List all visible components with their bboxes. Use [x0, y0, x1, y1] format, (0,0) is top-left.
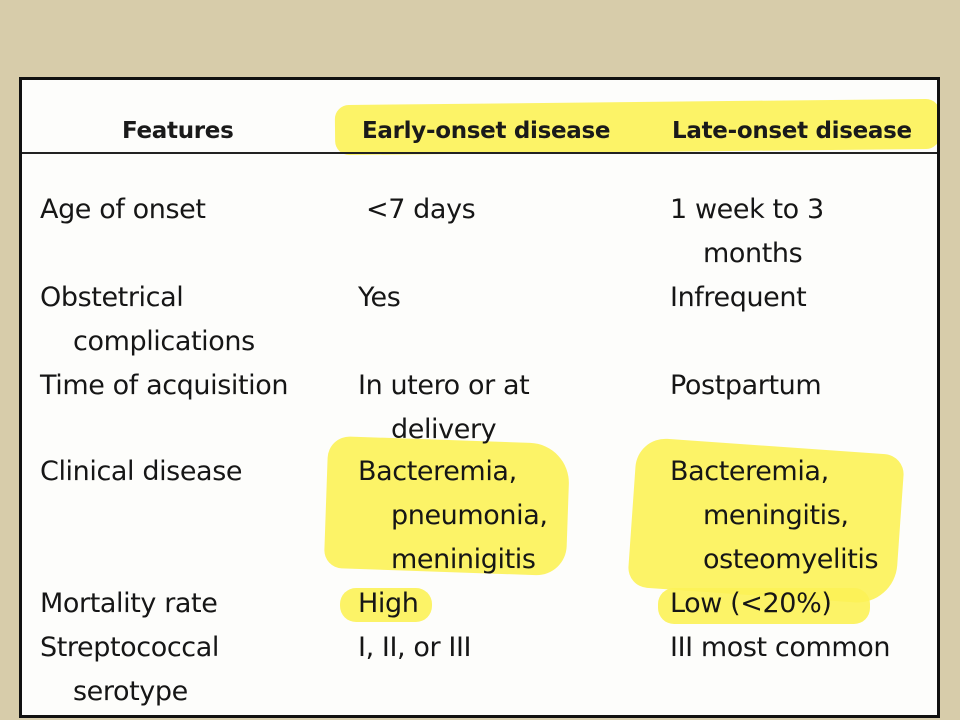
row-age-late: 1 week to 3 months — [670, 194, 824, 269]
row-age-feature: Age of onset — [40, 194, 206, 225]
row-mortality-late: Low (<20%) — [670, 588, 832, 619]
row-serotype-feature: Streptococcal serotype — [40, 632, 219, 707]
header-divider — [22, 152, 937, 154]
row-mortality-feature: Mortality rate — [40, 588, 218, 619]
row-obstetrical-late: Infrequent — [670, 282, 807, 313]
row-obstetrical-early: Yes — [358, 282, 401, 313]
row-mortality-early: High — [358, 588, 419, 619]
scanned-table — [19, 77, 940, 718]
row-obstetrical-feature: Obstetrical complications — [40, 282, 255, 357]
row-serotype-early: I, II, or III — [358, 632, 472, 663]
header-early-onset: Early-onset disease — [362, 118, 611, 144]
row-clinical-late: Bacteremia, meningitis, osteomyelitis — [670, 456, 879, 575]
header-late-onset: Late-onset disease — [672, 118, 912, 144]
row-acquisition-early: In utero or at delivery — [358, 370, 530, 445]
row-clinical-early: Bacteremia, pneumonia, meninigitis — [358, 456, 548, 575]
row-acquisition-feature: Time of acquisition — [40, 370, 289, 401]
row-age-early: <7 days — [366, 194, 476, 225]
row-serotype-late: III most common — [670, 632, 891, 663]
row-acquisition-late: Postpartum — [670, 370, 822, 401]
row-clinical-feature: Clinical disease — [40, 456, 243, 487]
header-features: Features — [122, 118, 234, 144]
